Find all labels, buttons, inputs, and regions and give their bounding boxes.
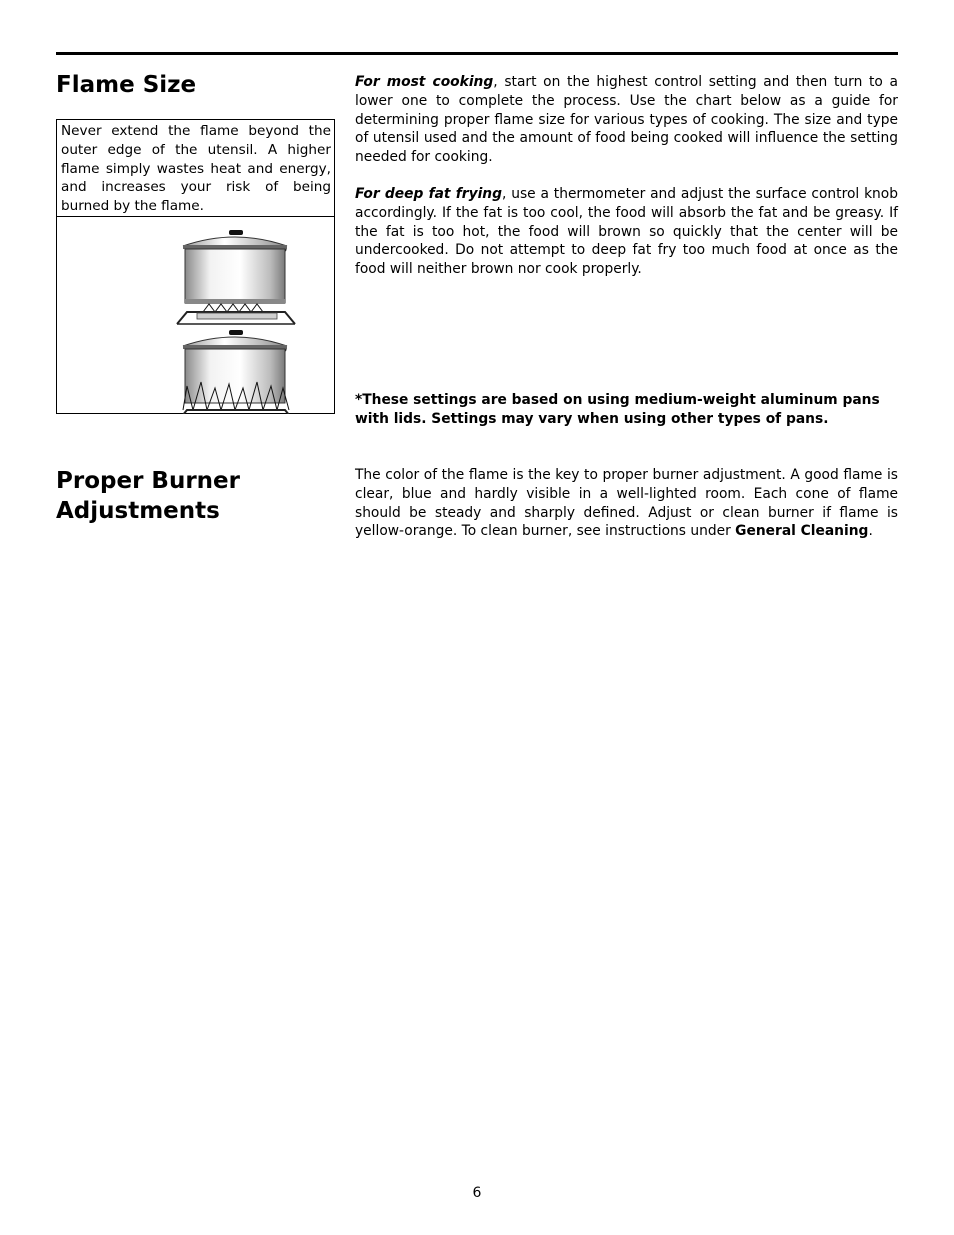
- settings-note: *These settings are based on using medium-weight aluminum pans with lids. Settings may vary when using other types of pans.: [355, 392, 880, 427]
- page-number: 6: [472, 1185, 482, 1201]
- top-rule: [56, 52, 898, 55]
- correct-flame-pan: [177, 230, 295, 324]
- burner-adjustment-text: The color of the flame is the key to proper burner adjustment. A good flame is clear, blue and hardly visible in a well-lighted room. Each cone of flame should be steady and sharply defined. Adjust or clean burner if flame is yellow-orange. To clean burner, see instructions under: [355, 467, 898, 540]
- pan-flame-illustration: [117, 224, 297, 414]
- warning-divider: [57, 216, 334, 217]
- flame-size-heading: Flame Size: [56, 72, 197, 98]
- deep-fat-frying-lead: For deep fat frying: [355, 186, 503, 202]
- most-cooking-lead: For most cooking: [355, 74, 494, 90]
- flame-warning-text: Never extend the flame beyond the outer edge of the utensil. A higher flame simply wastes heat and energy, and increases your risk of being burned by the flame.: [61, 123, 331, 215]
- burner-adjustment-paragraph: [355, 466, 898, 541]
- deep-fat-frying-text: , use a thermometer and adjust the surface control knob accordingly. If the fat is too cool, the food will absorb the fat and be greasy. If the fat is too hot, the food will brown so quickly that the center will be undercooked. Do not attempt to deep fat fry too much food at once as the food will neither brown nor cook properly.: [355, 186, 898, 278]
- deep-fat-frying-paragraph: [355, 185, 898, 279]
- burner-adjustments-heading: Proper Burner Adjustments: [56, 468, 240, 524]
- most-cooking-paragraph: [355, 73, 898, 167]
- most-cooking-text: , start on the highest control setting and then turn to a lower one to complete the process. Use the chart below as a guide for determining proper flame size for various types of cooking. The size and type of utensil used and the amount of food being cooked will influence the setting needed for cooking.: [355, 74, 898, 166]
- general-cleaning-reference: General Cleaning: [735, 523, 869, 540]
- flame-warning-box: [56, 119, 335, 414]
- excessive-flame-pan: [177, 330, 295, 414]
- burner-adjustment-end: .: [868, 523, 873, 540]
